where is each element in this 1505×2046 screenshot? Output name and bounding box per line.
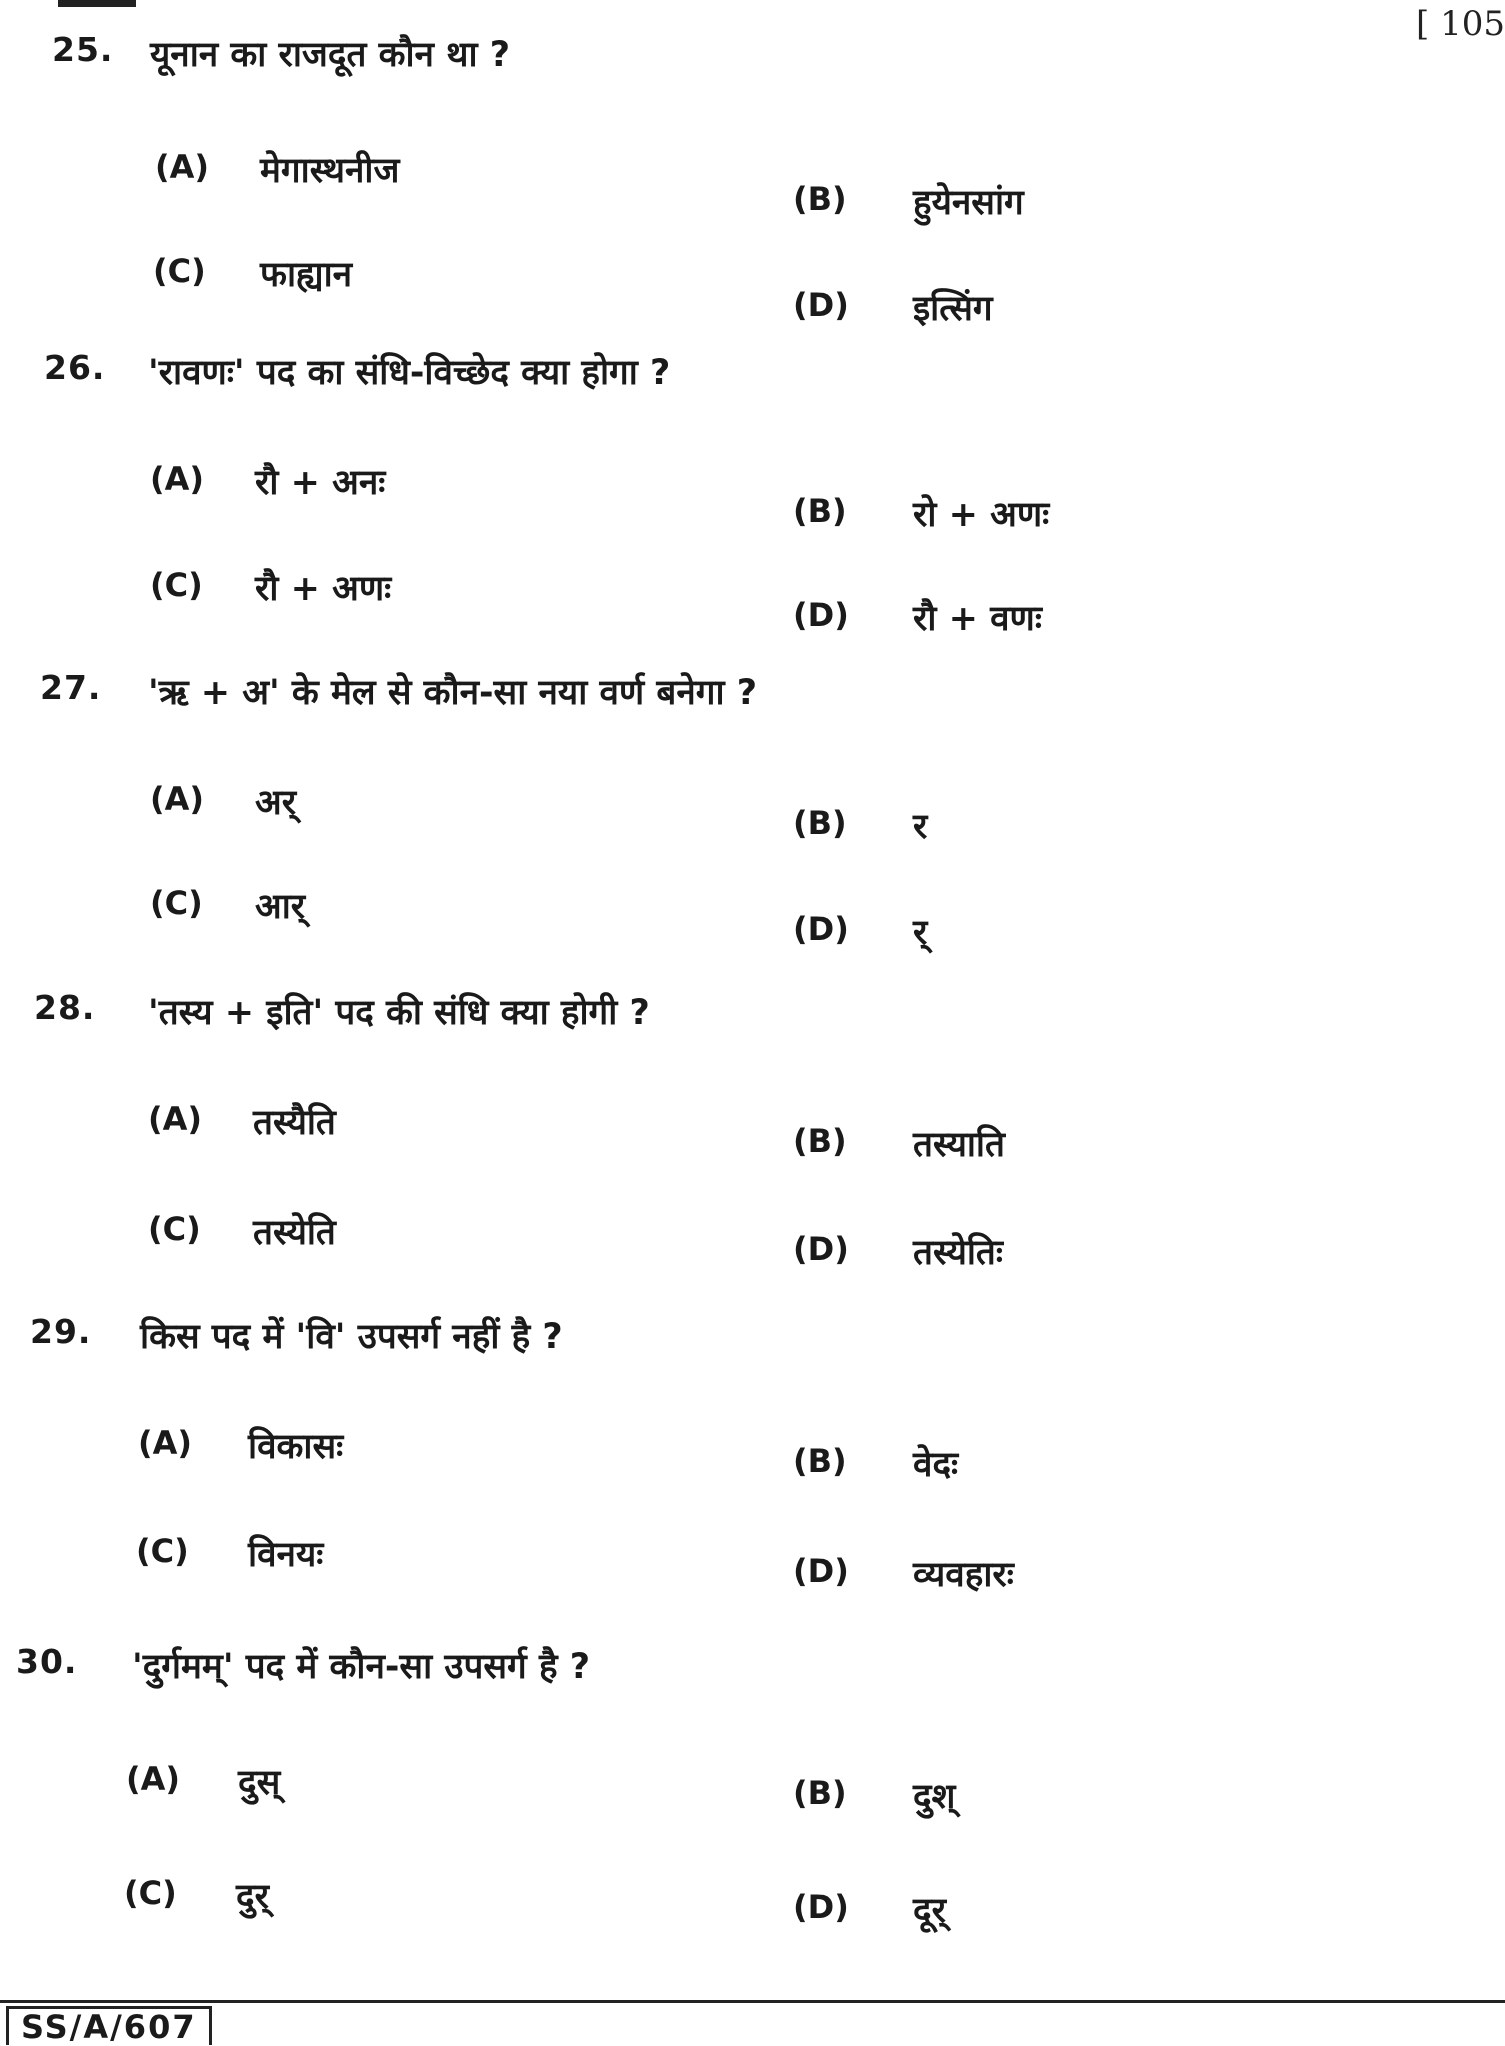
question-text: 'तस्य + इति' पद की संधि क्या होगी ? (148, 993, 650, 1033)
option-label: (D) (793, 286, 849, 324)
option-label: (A) (138, 1424, 193, 1462)
option-text: मेगास्थनीज (260, 151, 400, 191)
question-text: किस पद में 'वि' उपसर्ग नहीं है ? (140, 1317, 563, 1357)
option-text: आर् (255, 887, 306, 927)
option-text: अर् (255, 783, 297, 823)
option-text: वेदः (913, 1445, 959, 1485)
option-text: फाह्यान (260, 255, 353, 295)
option-label: (A) (148, 1100, 203, 1138)
option-text: दुर् (236, 1877, 269, 1917)
option-text: व्यवहारः (913, 1555, 1014, 1595)
question-text: यूनान का राजदूत कौन था ? (150, 35, 511, 75)
option-label: (A) (150, 780, 205, 818)
option-label: (B) (793, 180, 847, 218)
question-number: 26. (44, 348, 106, 387)
option-label: (B) (793, 804, 847, 842)
option-label: (C) (124, 1874, 177, 1912)
option-text: रौ + अणः (255, 569, 392, 609)
option-label: (D) (793, 596, 849, 634)
option-label: (D) (793, 1888, 849, 1926)
option-label: (C) (150, 566, 203, 604)
question-number: 30. (16, 1642, 78, 1681)
option-label: (D) (793, 1552, 849, 1590)
option-text: दुश् (913, 1777, 956, 1817)
option-label: (D) (793, 910, 849, 948)
option-text: तस्येति (253, 1213, 336, 1253)
option-text: विकासः (248, 1427, 344, 1467)
question-number: 27. (40, 668, 102, 707)
option-text: र (913, 807, 928, 847)
option-label: (A) (126, 1760, 181, 1798)
option-text: रौ + वणः (913, 599, 1042, 639)
page-number: [ 105 (1416, 4, 1505, 44)
option-text: इत्सिंग (913, 289, 993, 329)
option-label: (C) (136, 1532, 189, 1570)
paper-code: SS/A/607 (6, 2006, 212, 2045)
option-text: हुयेनसांग (913, 183, 1024, 223)
option-text: विनयः (248, 1535, 324, 1575)
option-label: (C) (153, 252, 206, 290)
option-text: तस्येतिः (913, 1233, 1003, 1273)
question-text: 'रावणः' पद का संधि-विच्छेद क्या होगा ? (148, 353, 671, 393)
option-label: (A) (155, 148, 210, 186)
option-text: दूर् (913, 1891, 946, 1931)
option-text: रौ + अनः (255, 463, 386, 503)
option-text: तस्यैति (253, 1103, 336, 1143)
corner-mark (58, 0, 136, 7)
option-label: (A) (150, 460, 205, 498)
option-label: (B) (793, 1122, 847, 1160)
option-label: (B) (793, 1774, 847, 1812)
question-text: 'दुर्गमम्' पद में कौन-सा उपसर्ग है ? (132, 1647, 591, 1687)
option-label: (C) (148, 1210, 201, 1248)
option-text: रो + अणः (913, 495, 1050, 535)
question-number: 29. (30, 1312, 92, 1351)
option-label: (D) (793, 1230, 849, 1268)
option-label: (B) (793, 492, 847, 530)
option-text: र् (913, 913, 928, 953)
option-label: (B) (793, 1442, 847, 1480)
question-number: 28. (34, 988, 96, 1027)
question-text: 'ऋ + अ' के मेल से कौन-सा नया वर्ण बनेगा ? (148, 673, 758, 713)
option-label: (C) (150, 884, 203, 922)
footer-rule (0, 2000, 1505, 2003)
question-number: 25. (52, 30, 114, 69)
option-text: तस्याति (913, 1125, 1005, 1165)
option-text: दुस् (238, 1763, 281, 1803)
